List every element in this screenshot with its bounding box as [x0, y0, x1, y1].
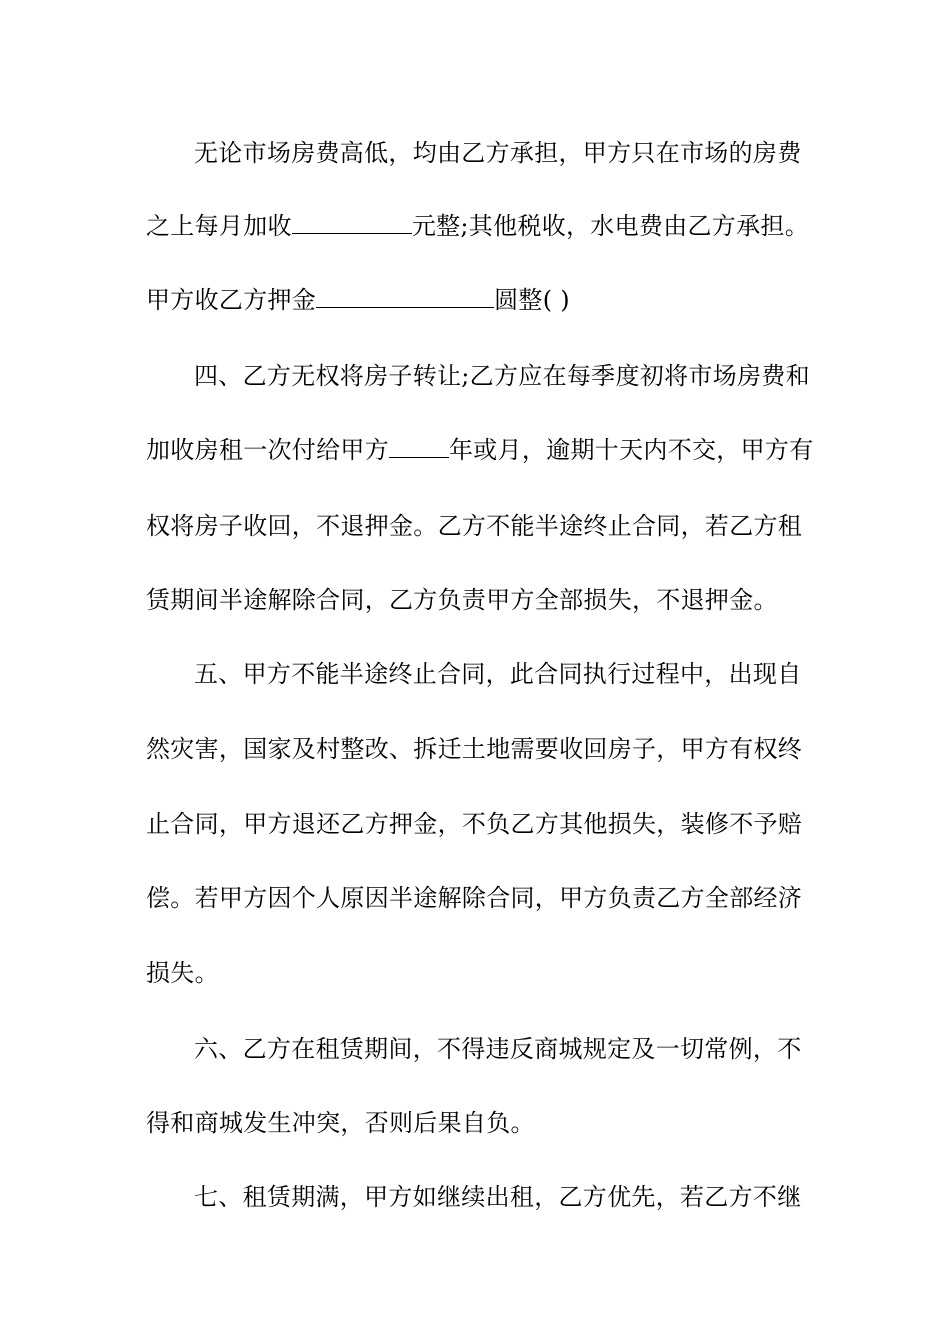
text-run: 之上每月加收 — [146, 212, 292, 240]
text-run: 四、乙方无权将房子转让;乙方应在每季度初将市场房费和 — [194, 362, 810, 390]
text-run: 无论市场房费高低，均由乙方承担，甲方只在市场的房费 — [194, 139, 802, 167]
text-run: 七、租赁期满，甲方如继续出租，乙方优先，若乙方不继 — [194, 1183, 802, 1211]
paragraph-line — [194, 138, 802, 168]
text-run: 然灾害，国家及村整改、拆迁土地需要收回房子，甲方有权终 — [146, 735, 803, 763]
paragraph-line — [146, 585, 778, 615]
paragraph-line — [146, 1108, 535, 1138]
text-run: 加收房租一次付给甲方 — [146, 436, 389, 464]
paragraph-line — [194, 1034, 802, 1064]
text-run: 偿。若甲方因个人原因半途解除合同，甲方负责乙方全部经济 — [146, 884, 803, 912]
text-run: 损失。 — [146, 959, 219, 987]
paragraph-line — [194, 361, 810, 391]
fill-in-blank — [316, 285, 494, 308]
text-run: 年或月，逾期十天内不交，甲方有 — [449, 436, 814, 464]
text-run: 五、甲方不能半途终止合同，此合同执行过程中，出现自 — [194, 660, 802, 688]
text-run: 得和商城发生冲突，否则后果自负。 — [146, 1109, 535, 1137]
paragraph-line — [194, 659, 802, 689]
fill-in-blank — [389, 435, 449, 458]
paragraph-line — [146, 511, 802, 541]
paragraph-line — [146, 211, 809, 241]
paragraph-line — [146, 809, 802, 839]
text-run: 甲方收乙方押金 — [146, 286, 317, 314]
paragraph-line — [146, 435, 814, 465]
paragraph-line — [146, 883, 802, 913]
paragraph-line — [146, 285, 570, 315]
text-run: 六、乙方在租赁期间，不得违反商城规定及一切常例，不 — [194, 1035, 802, 1063]
text-run: 止合同，甲方退还乙方押金，不负乙方其他损失，装修不予赔 — [146, 810, 803, 838]
paragraph-line — [194, 1182, 802, 1212]
text-run: 元整;其他税收，水电费由乙方承担。 — [411, 212, 809, 240]
fill-in-blank — [292, 211, 412, 234]
text-run: 圆整( ) — [494, 286, 570, 314]
paragraph-line — [146, 958, 219, 988]
paragraph-line — [146, 734, 802, 764]
text-run: 权将房子收回，不退押金。乙方不能半途终止合同，若乙方租 — [146, 512, 803, 540]
text-run: 赁期间半途解除合同，乙方负责甲方全部损失，不退押金。 — [146, 586, 778, 614]
